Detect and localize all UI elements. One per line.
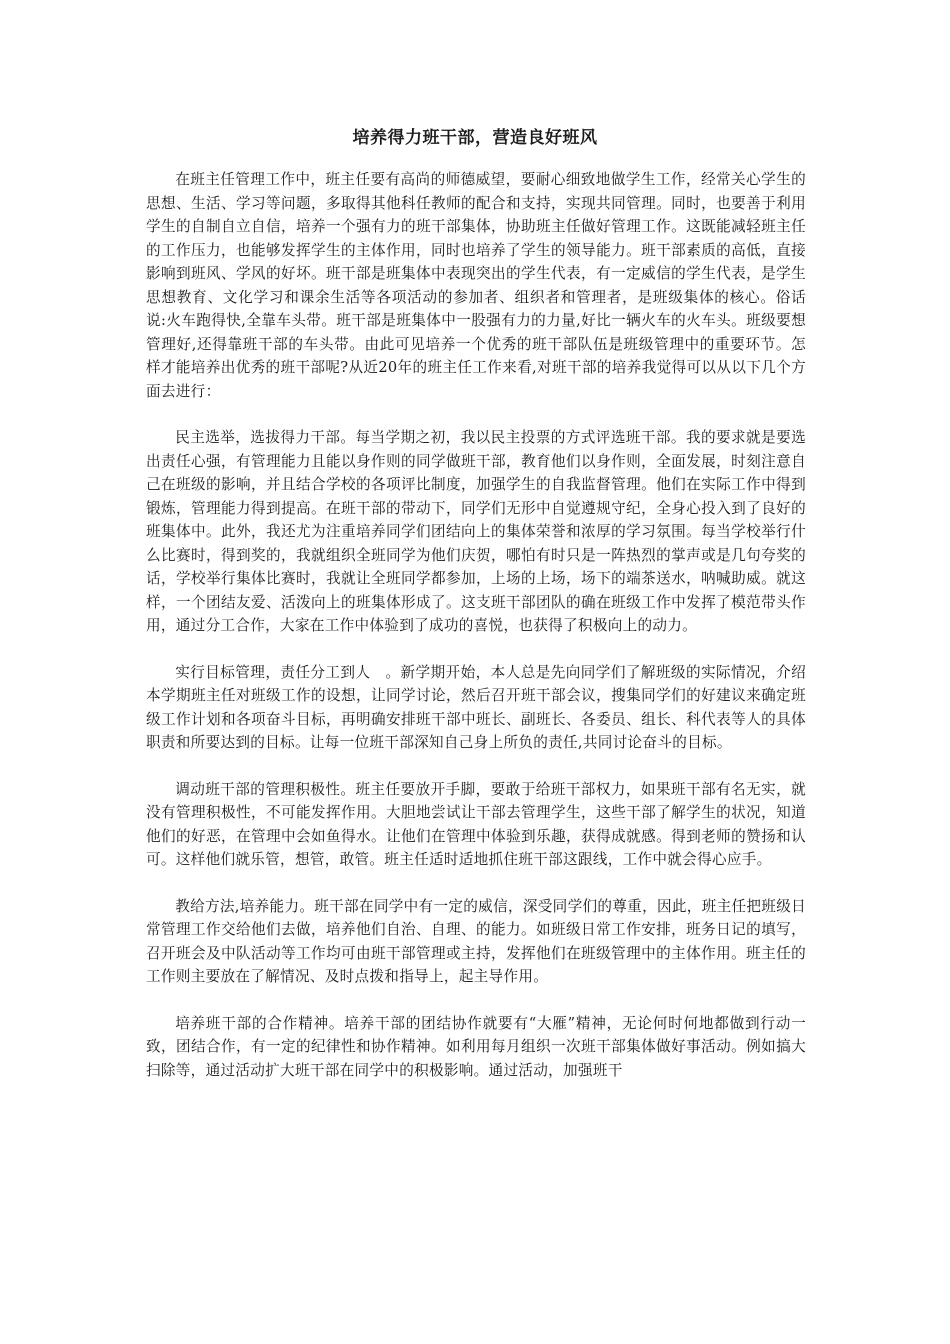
paragraph-motivation: 调动班干部的管理积极性。班主任要放开手脚，要敢于给班干部权力，如果班干部有名无实，就没有管理积极性，不可能发挥作用。大胆地尝试让干部去管理学生，这些干部了解学生的状况，知道他们的好恶，在管理中会如鱼得水。让他们在管理中体验到乐趣，获得成就感。得到老师的赞扬和认可。这样他们就乐管，想管，敢管。班主任适时适地抓住班干部这跟线，工作中就会得心应手。 — [146, 780, 806, 868]
paragraph-cooperation: 培养班干部的合作精神。培养干部的团结协作就要有“大雁”精神，无论何时何地都做到行动一致，团结合作，有一定的纪律性和协作精神。如利用每月组织一次班干部集体做好事活动。例如搞大扫除等，通过活动扩大班干部在同学中的积极影响。通过活动，加强班干 — [146, 1014, 806, 1079]
paragraph-target-management: 实行目标管理，责任分工到人 。新学期开始，本人总是先向同学们了解班级的实际情况，介绍本学期班主任对班级工作的设想，让同学讨论，然后召开班干部会议，搜集同学们的好建议来确定班级工作计划和各项奋斗目标，再明确安排班干部中班长、副班长、各委员、组长、科代表等人的具体职责和所要达到的目标。让每一位班干部深知自己身上所负的责任,共同讨论奋斗的目标。 — [146, 663, 806, 751]
document-body — [146, 168, 806, 1082]
paragraph-intro: 在班主任管理工作中，班主任要有高尚的师德威望，要耐心细致地做学生工作，经常关心学生的思想、生活、学习等问题，多取得其他科任教师的配合和支持，实现共同管理。同时，也要善于利用学生的自制自立自信，培养一个强有力的班干部集体，协助班主任做好管理工作。这既能减轻班主任的工作压力，也能够发挥学生的主体作用，同时也培养了学生的领导能力。班干部素质的高低，直接影响到班风、学风的好坏。班干部是班集体中表现突出的学生代表，有一定威信的学生代表，是学生思想教育、文化学习和课余生活等各项活动的参加者、组织者和管理者，是班级集体的核心。俗话说:火车跑得快,全靠车头带。班干部是班集体中一股强有力的力量,好比一辆火车的火车头。班级要想管理好,还得靠班干部的车头带。由此可见培养一个优秀的班干部队伍是班级管理中的重要环节。怎样才能培养出优秀的班干部呢?从近20年的班主任工作来看,对班干部的培养我觉得可以从以下几个方面去进行： — [146, 171, 806, 400]
paragraph-methods: 教给方法,培养能力。班干部在同学中有一定的威信，深受同学们的尊重，因此，班主任把班级日常管理工作交给他们去做，培养他们自治、自理、的能力。如班级日常工作安排，班务日记的填写，召开班会及中队活动等工作均可由班干部管理或主持，发挥他们在班级管理中的主体作用。班主任的工作则主要放在了解情况、及时点拨和指导上，起主导作用。 — [146, 897, 806, 985]
paragraph-election: 民主选举，选拔得力干部。每当学期之初，我以民主投票的方式评选班干部。我的要求就是要选出责任心强，有管理能力且能以身作则的同学做班干部，教育他们以身作则，全面发展，时刻注意自己在班级的影响，并且结合学校的各项评比制度，加强学生的自我监督管理。他们在实际工作中得到锻炼，管理能力得到提高。在班干部的带动下，同学们无形中自觉遵规守纪，全身心投入到了良好的班集体中。此外，我还尤为注重培养同学们团结向上的集体荣誉和浓厚的学习氛围。每当学校举行什么比赛时，得到奖的，我就组织全班同学为他们庆贺，哪怕有时只是一阵热烈的掌声或是几句夸奖的话，学校举行集体比赛时，我就让全班同学都参加，上场的上场，场下的端茶送水，呐喊助威。就这样，一个团结友爱、活泼向上的班集体形成了。这支班干部团队的确在班级工作中发挥了模范带头作用，通过分工合作，大家在工作中体验到了成功的喜悦，也获得了积极向上的动力。 — [146, 429, 806, 634]
document-title: 培养得力班干部，营造良好班风 — [352, 128, 598, 148]
